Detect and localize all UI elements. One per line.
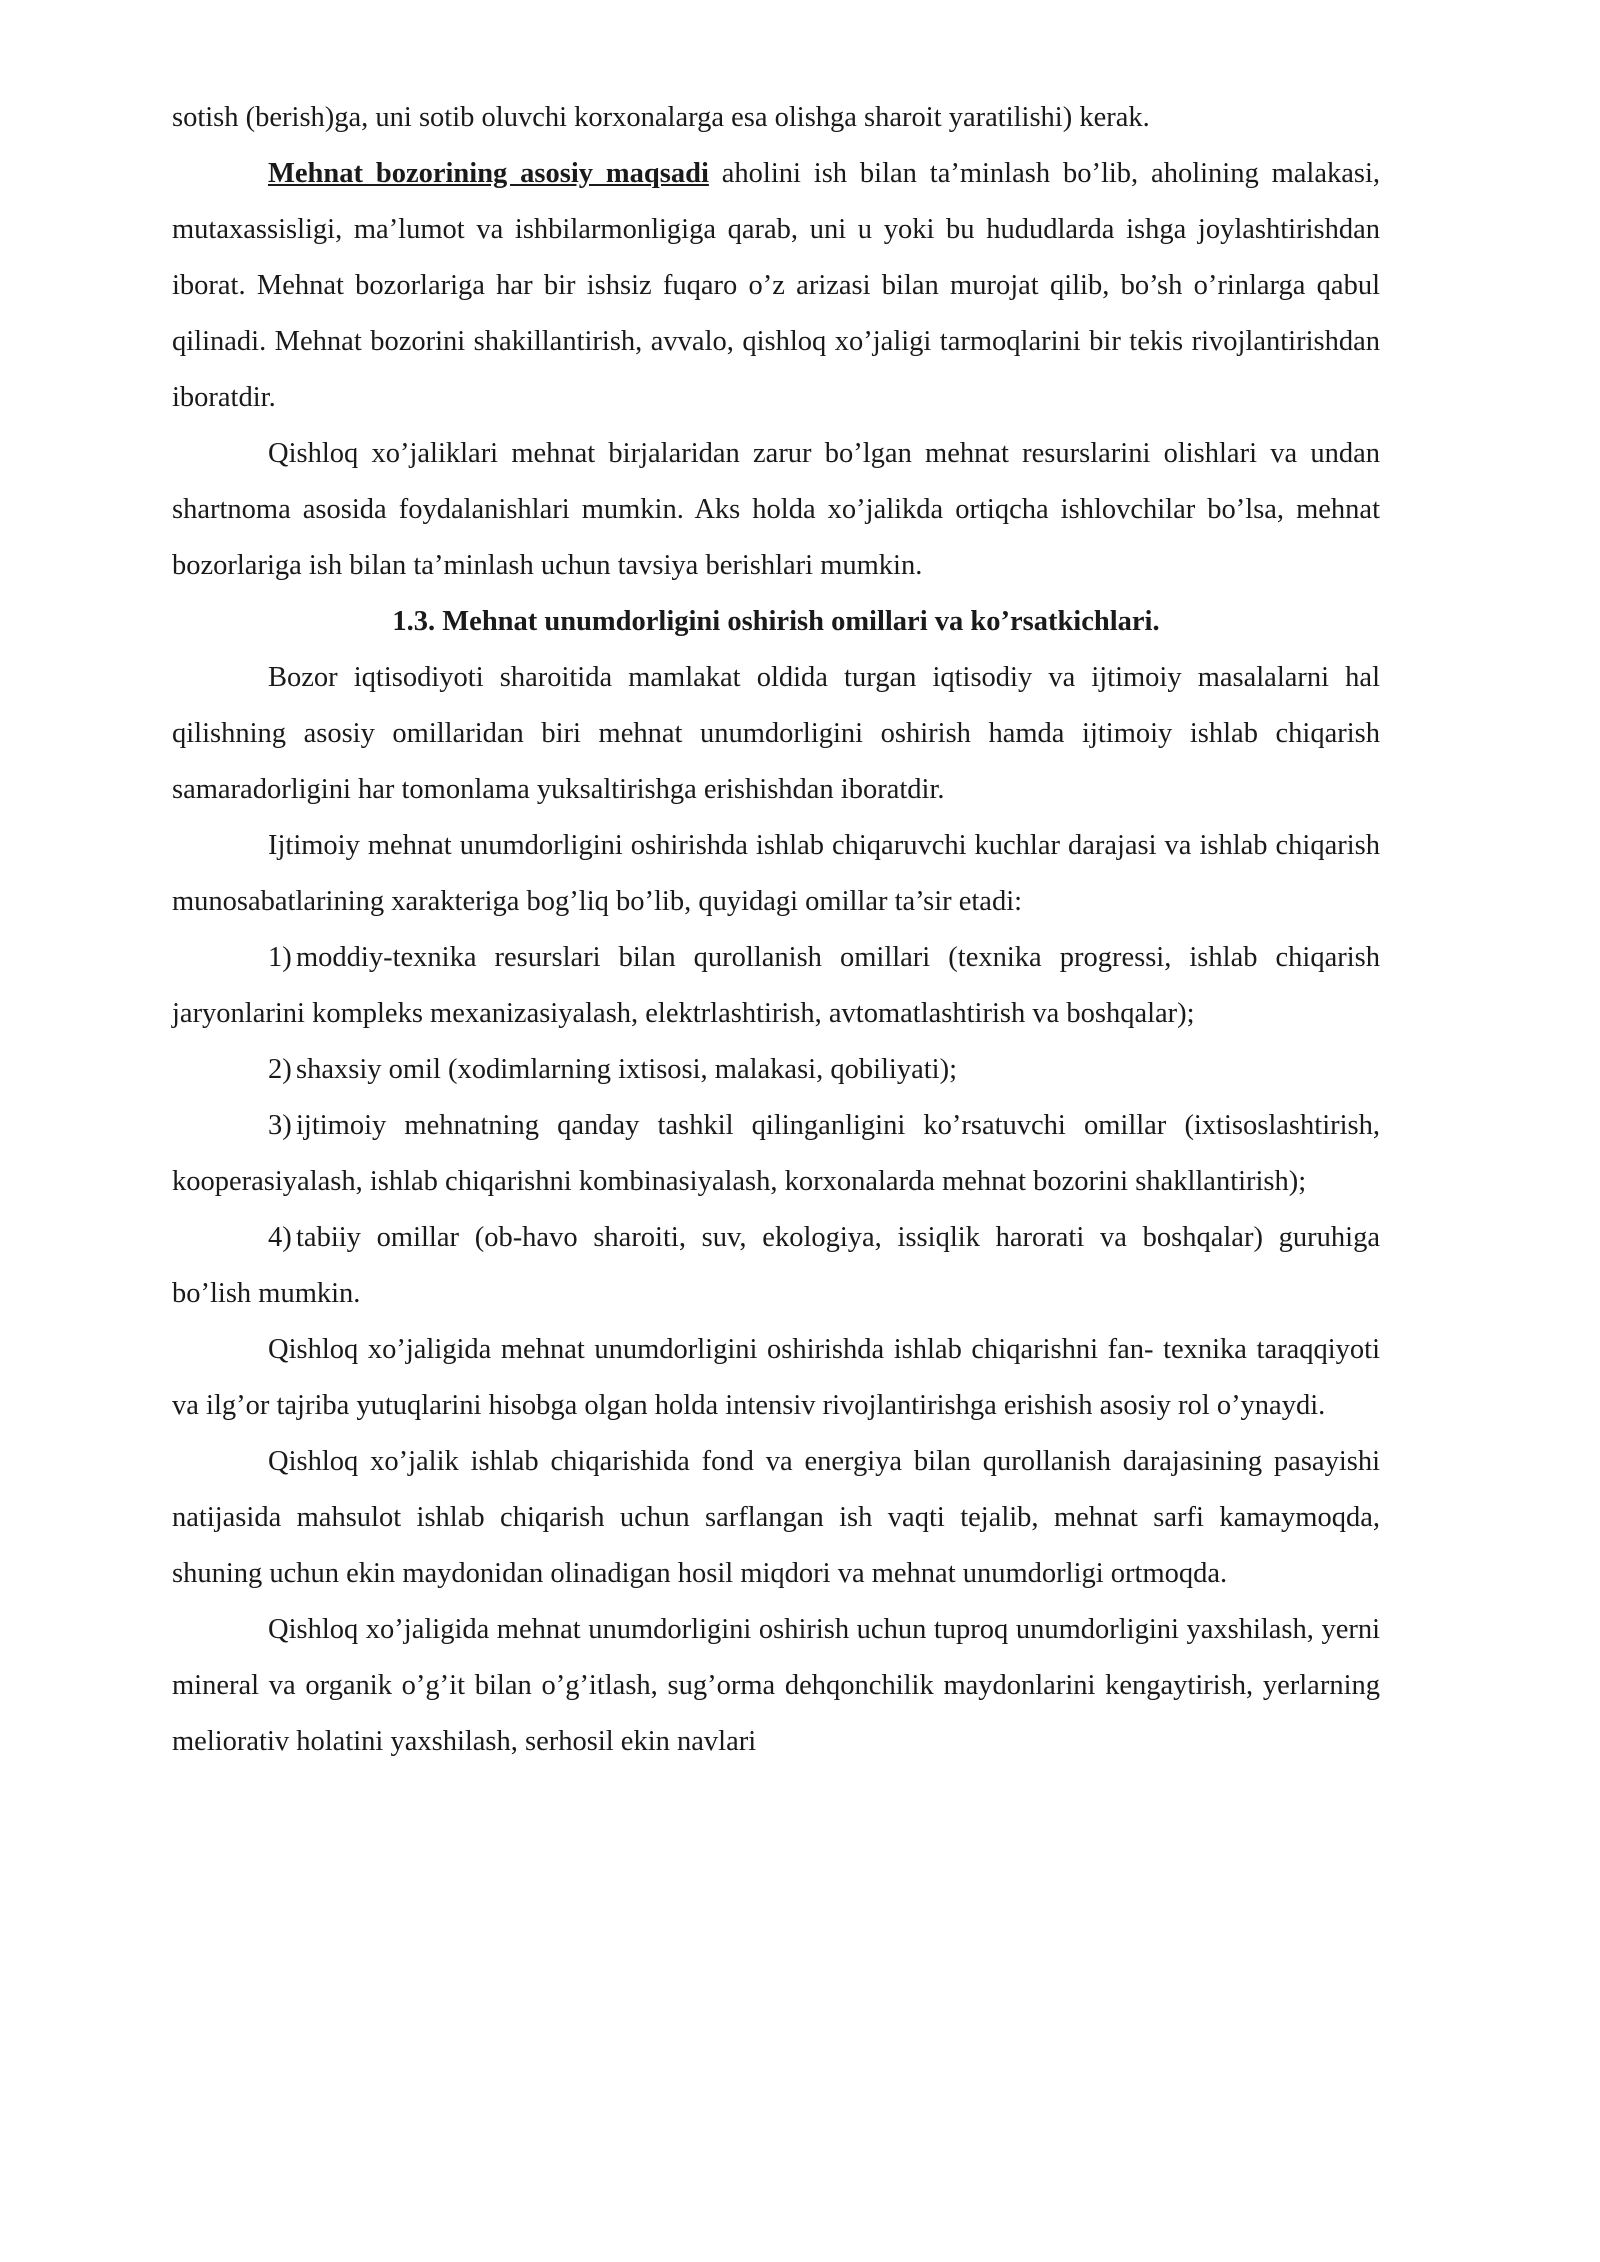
- list-item: [172, 1042, 1380, 1098]
- paragraph-factors-intro: Ijtimoiy mehnat unumdorligini oshirishda ishlab chiqaruvchi kuchlar darajasi va ishlab chiqarish munosabatlarining xarakteriga bog’liq bo’lib, quyidagi omillar ta’sir etadi:: [172, 830, 1380, 917]
- list-number: 1): [268, 942, 292, 973]
- paragraph-labor-exchange: Qishloq xo’jaliklari mehnat birjalaridan zarur bo’lgan mehnat resurslarini olishlari va undan shartnoma asosida foydalanishlari mumkin. Aks holda xo’jalikda ortiqcha ishlovchilar bo’lsa, mehnat bozorlariga ish bilan ta’minlash uchun tavsiya berishlari mumkin.: [172, 438, 1380, 581]
- list-number: 4): [268, 1222, 292, 1253]
- list-text: shaxsiy omil (xodimlarning ixtisosi, malakasi, qobiliyati);: [296, 1054, 957, 1085]
- list-text: ijtimoiy mehnatning qanday tashkil qilinganligini ko’rsatuvchi omillar (ixtisoslashtirish, kooperasiyalash, ishlab chiqarishni kombinasiyalash, korxonalarda mehnat bozorini shakllantirish);: [172, 1110, 1380, 1197]
- paragraph-energy-equipment: Qishloq xo’jalik ishlab chiqarishida fond va energiya bilan qurollanish darajasining pasayishi natijasida mahsulot ishlab chiqarish uchun sarflangan ish vaqti tejalib, mehnat sarfi kamaymoqda, shuning uchun ekin maydonidan olinadigan hosil miqdori va mehnat unumdorligi ortmoqda.: [172, 1446, 1380, 1589]
- list-item: [172, 1098, 1380, 1210]
- paragraph-market-economy: Bozor iqtisodiyoti sharoitida mamlakat oldida turgan iqtisodiy va ijtimoiy masalalarni hal qilishning asosiy omillaridan biri mehnat unumdorligini oshirish hamda ijtimoiy ishlab chiqarish samaradorligini har tomonlama yuksaltirishga erishishdan iboratdir.: [172, 662, 1380, 805]
- list-item: [172, 1210, 1380, 1322]
- paragraph-intensive-development: Qishloq xo’jaligida mehnat unumdorligini oshirishda ishlab chiqarishni fan- texnika taraqqiyoti va ilg’or tajriba yutuqlarini hisobga olgan holda intensiv rivojlantirishga erishish asosiy rol o’ynaydi.: [172, 1334, 1380, 1421]
- paragraph-soil-fertility: Qishloq xo’jaligida mehnat unumdorligini oshirish uchun tuproq unumdorligini yaxshilash, yerni mineral va organik o’g’it bilan o’g’itlash, sug’orma dehqonchilik maydonlarini kengaytirish, yerlarning meliorativ holatini yaxshilash, serhosil ekin navlari: [172, 1614, 1380, 1757]
- paragraph-labor-market-goal: [172, 146, 1380, 426]
- list-text: moddiy-texnika resurslari bilan qurollanish omillari (texnika progressi, ishlab chiqarish jaryonlarini kompleks mexanizasiyalash, elektrlashtirish, avtomatlashtirish va boshqalar);: [172, 942, 1380, 1029]
- paragraph-continuation: sotish (berish)ga, uni sotib oluvchi korxonalarga esa olishga sharoit yaratilishi) kerak.: [172, 102, 1150, 133]
- list-number: 2): [268, 1054, 292, 1085]
- key-term: Mehnat bozorining asosiy maqsadi: [268, 158, 709, 189]
- list-number: 3): [268, 1110, 292, 1141]
- document-page: [172, 90, 1380, 1770]
- paragraph-text: aholini ish bilan ta’minlash bo’lib, aholining malakasi, mutaxassisligi, ma’lumot va ishbilarmonligiga qarab, uni u yoki bu hududlarda ishga joylashtirishdan iborat. Mehnat bozorlariga har bir ishsiz fuqaro o’z arizasi bilan murojat qilib, bo’sh o’rinlarga qabul qilinadi. Mehnat bozorini shakillantirish, avvalo, qishloq xo’jaligi tarmoqlarini bir tekis rivojlantirishdan iboratdir.: [172, 158, 1381, 413]
- list-text: tabiiy omillar (ob-havo sharoiti, suv, ekologiya, issiqlik harorati va boshqalar) guruhiga bo’lish mumkin.: [172, 1222, 1380, 1309]
- list-item: [172, 930, 1380, 1042]
- section-heading: 1.3. Mehnat unumdorligini oshirish omillari va ko’rsatkichlari.: [392, 606, 1160, 637]
